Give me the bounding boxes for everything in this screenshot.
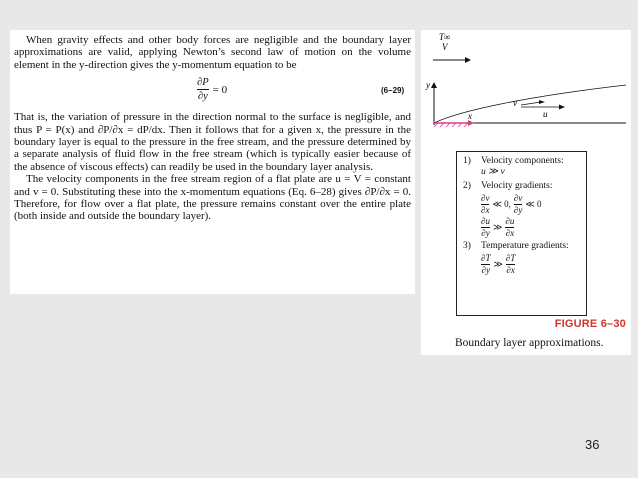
u-label: u [543,109,548,119]
approximations-box: 1) Velocity components: u ≫ v 2) Velocity gradients: ∂v ∂x ≪ 0, ∂v ∂y ≪ 0 ∂u ∂y ≫ ∂u ∂x 3) Temperature gradients: ∂T ∂y ≫ ∂T ∂x [456,151,587,316]
v-label: v [513,98,517,108]
equation-rhs: = 0 [212,83,228,96]
free-stream-label: T∞ V [439,32,451,52]
equation-6-29 [14,75,411,105]
paragraph-y-momentum-intro: When gravity effects and other body forces are negligible and the boundary layer approximations are valid, applying Newton’s second law of motion on the volume element in the y-direction gives the y-momentum equation to be [14,34,411,71]
y-axis-arrowhead [431,82,437,88]
equation-number: (6–29) [381,86,405,96]
velocity-gradient-v: ∂v ∂x ≪ 0, ∂v ∂y ≪ 0 [481,193,542,215]
x-axis-label: x [468,111,472,121]
figure-caption: Boundary layer approximations. [455,337,604,349]
u-vector-head [559,105,565,110]
y-axis-label: y [426,80,430,90]
v-vector-head [539,100,545,104]
paragraph-flat-plate: The velocity components in the free stream region of a flat plate are u = V = constant and v = 0. Substituting these into the x-momentum equations (Eq. 6–28) gives ∂P/∂x = 0. Therefore, for flow over a flat plate, the pressure remains constant over the entire plate (both inside and outside the boundary layer). [14,173,411,223]
velocity-gradient-u: ∂u ∂y ≫ ∂u ∂x [481,216,515,238]
v-vector [521,102,541,105]
paragraph-pressure-variation: That is, the variation of pressure in the direction normal to the surface is negligible, and thus P = P(x) and ∂P/∂x = dP/dx. Then it follows that for a given x, the pressure in the boundary layer is equal to the pressure in the free stream, and the pressure determined by a separate analysis of fluid flow in the free stream (which is typically easier because of the absence of viscous effects) can readily be used in the boundary layer analysis. [14,111,411,173]
dp-dy-fraction: $\frac{\partial P}{\partial y}$ [197,77,209,103]
textbook-page [10,30,415,294]
slide-number: 36 [585,437,600,452]
figure-label: FIGURE 6–30 [554,318,626,330]
free-stream-arrowhead [465,57,471,63]
boundary-layer-diagram [421,30,631,140]
figure-panel [421,30,631,355]
temperature-gradient: ∂T ∂y ≫ ∂T ∂x [481,253,516,275]
